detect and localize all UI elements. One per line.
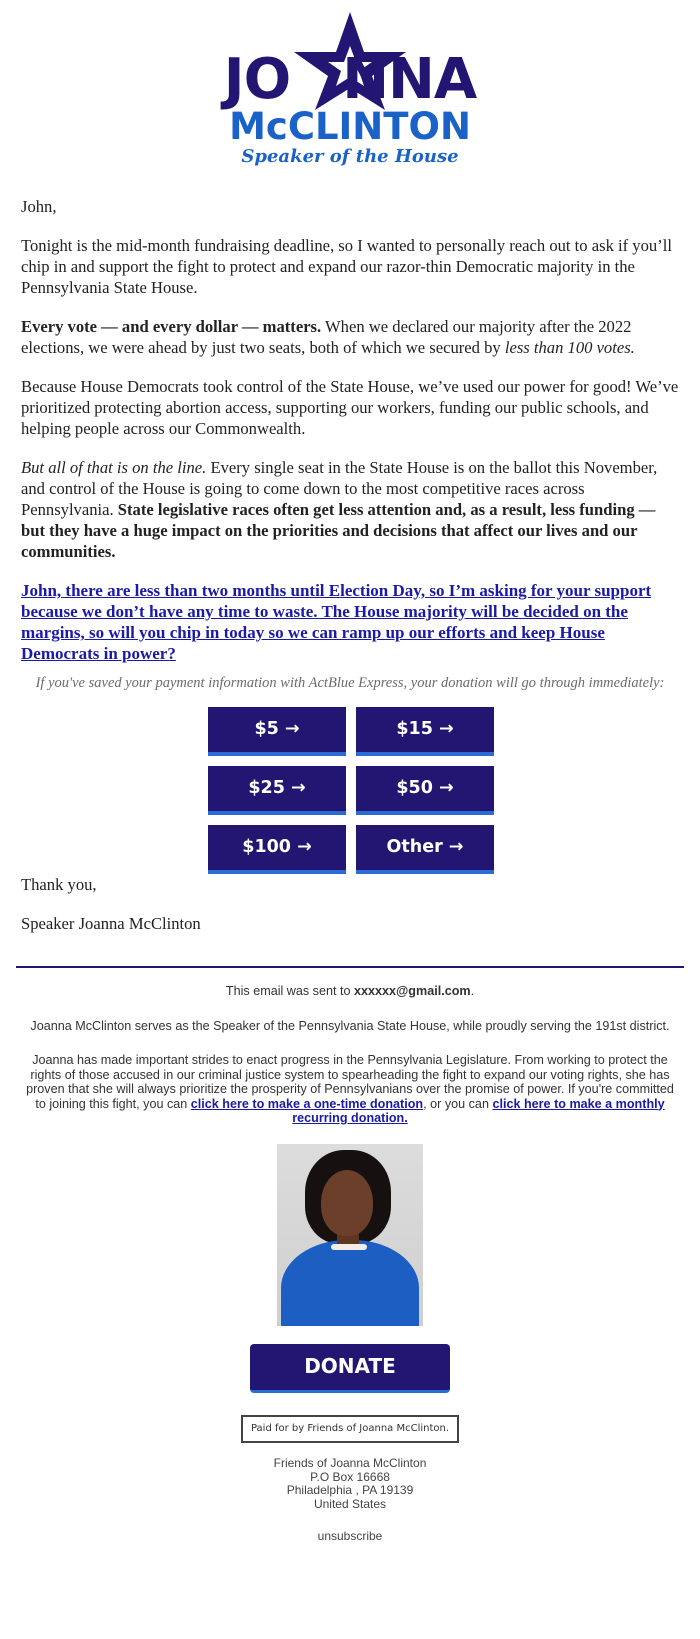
campaign-logo xyxy=(0,0,700,180)
candidate-photo xyxy=(277,1144,423,1326)
donate-15-button[interactable]: $15 → xyxy=(356,707,494,756)
cta-donate-link[interactable]: John, there are less than two months until Election Day, so I’m asking for your support because we don’t have any time to waste. The House majority will be decided on the margins, so will you chip in today so we can ramp up our efforts and keep House Democrats in power? xyxy=(21,581,652,663)
paragraph-2: Every vote — and every dollar — matters. When we declared our majority after the 2022 elections, we were ahead by just two seats, both of which we secured by less than 100 votes. xyxy=(21,317,635,357)
serves-statement: Joanna McClinton serves as the Speaker of the Pennsylvania State House, while proudly serving the 191st district. xyxy=(30,1018,670,1033)
logo-tagline: Speaker of the House xyxy=(241,146,459,167)
address-line: Friends of Joanna McClinton xyxy=(273,1456,427,1470)
donate-50-button[interactable]: $50 → xyxy=(356,766,494,815)
mailing-address xyxy=(0,1457,700,1511)
donate-5-button[interactable]: $5 → xyxy=(208,707,346,756)
paragraph-3: Because House Democrats took control of the State House, we’ve used our power for good! We’ve prioritized protecting abortion access, supporting our workers, funding our public schools, and helping people across our Commonwealth. xyxy=(21,377,679,438)
paragraph-4: But all of that is on the line. Every single seat in the State House is on the ballot this November, and control of the House is going to come down to the most competitive races across Pennsylvania. State legislative races often get less attention and, as a result, less funding — but they have a huge impact on the priorities and decisions that affect our lives and our communities. xyxy=(21,458,658,561)
one-time-donation-link[interactable]: click here to make a one-time donation xyxy=(190,1096,424,1111)
paragraph-1: Tonight is the mid-month fundraising deadline, so I wanted to personally reach out to ask if you’ll chip in and support the fight to protect and expand our razor-thin Democratic majority in the Pennsylvania State House. xyxy=(21,236,672,297)
donate-25-button[interactable]: $25 → xyxy=(208,766,346,815)
address-line: P.O Box 16668 xyxy=(310,1469,390,1484)
donate-100-button[interactable]: $100 → xyxy=(208,825,346,874)
monthly-donation-link[interactable]: click here to make a monthly recurring donation. xyxy=(292,1096,665,1125)
address-line: Philadelphia , PA 19139 xyxy=(286,1483,414,1497)
donate-button[interactable]: DONATE xyxy=(250,1344,450,1393)
cta-paragraph xyxy=(21,580,679,664)
letter-content xyxy=(0,196,700,934)
logo-first-name: JO NNA xyxy=(223,47,477,112)
greeting: John, xyxy=(21,197,57,216)
paid-for-disclaimer: Paid for by Friends of Joanna McClinton. xyxy=(241,1415,459,1444)
signature: Speaker Joanna McClinton xyxy=(21,914,201,933)
logo-last-name: McCLINTON xyxy=(229,105,471,148)
thank-you: Thank you, xyxy=(21,875,97,894)
footer-divider xyxy=(16,966,684,968)
strides-statement: Joanna has made important strides to enact progress in the Pennsylvania Legislature. From working to protect the rights of those accused in our criminal justice system to spearheading the fight to expand our voting rights, she has proven that she will always prioritize the prosperity of Pennsylvanians over the promise of power. If you're committed to joining this fight, you can click here to make a one-time donation, or you can click here to make a monthly recurring donation. xyxy=(26,1053,674,1125)
unsubscribe-link[interactable]: unsubscribe xyxy=(317,1529,383,1543)
address-line: United States xyxy=(313,1496,387,1511)
donation-amount-buttons xyxy=(208,707,492,874)
sent-to-line: This email was sent to xxxxxx@gmail.com. xyxy=(225,984,475,998)
donate-other-button[interactable]: Other → xyxy=(356,825,494,874)
email-footer xyxy=(0,984,700,1544)
actblue-note: If you've saved your payment information with ActBlue Express, your donation will go through immediately: xyxy=(35,675,665,691)
